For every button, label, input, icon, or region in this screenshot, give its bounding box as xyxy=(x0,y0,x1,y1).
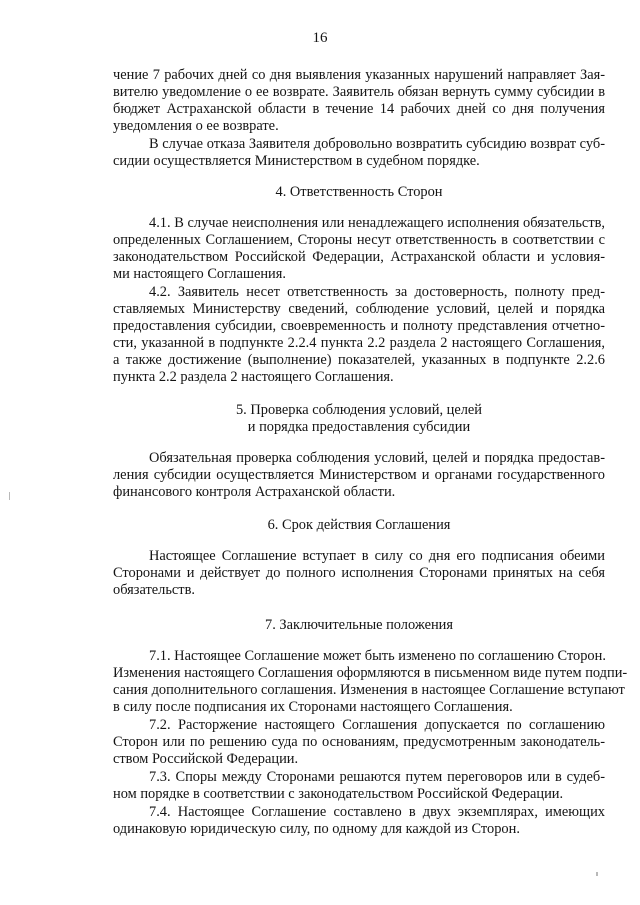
text-line: 7.4. Настоящее Соглашение составлено в двух экземплярах, имеющих xyxy=(149,804,605,820)
text-line: обязательств. xyxy=(113,582,195,598)
text-line: а также достижение (выполнение) показателей, указанных в подпункте 2.2.6 xyxy=(113,352,605,368)
section-heading: 5. Проверка соблюдения условий, целей xyxy=(235,402,482,418)
text-line: уведомления о ее возврате. xyxy=(113,118,279,134)
page-number: 16 xyxy=(312,30,328,46)
text-line: 4.2. Заявитель несет ответственность за достоверность, полноту пред- xyxy=(149,284,605,300)
text-line: Настоящее Соглашение вступает в силу со дня его подписания обеими xyxy=(149,548,605,564)
section-heading: 7. Заключительные положения xyxy=(265,617,453,633)
text-line: Сторонами и действует до полного исполнения Сторонами принятых на себя xyxy=(113,565,605,581)
text-line: ми настоящего Соглашения. xyxy=(113,266,286,282)
scan-mark xyxy=(596,872,598,876)
text-line: Изменения настоящего Соглашения оформляются в письменном виде путем подпи- xyxy=(113,665,628,681)
text-line: вителю уведомление о ее возврате. Заявитель обязан вернуть сумму субсидии в xyxy=(113,84,605,100)
text-line: 4.1. В случае неисполнения или ненадлежащего исполнения обязательств, xyxy=(149,215,605,231)
section-heading: и порядка предоставления субсидии xyxy=(247,419,471,435)
text-line: ления субсидии осуществляется Министерством и органами государственного xyxy=(113,467,605,483)
text-line: законодательством Российской Федерации, Астраханской области и условия- xyxy=(113,249,605,265)
text-line: определенных Соглашением, Стороны несут ответственность в соответствии с xyxy=(113,232,605,248)
text-line: Сторон или по решению суда по основаниям, предусмотренным законодатель- xyxy=(113,734,605,750)
text-line: ставляемых Министерству сведений, соблюдение условий, целей и порядка xyxy=(113,301,605,317)
text-line: Обязательная проверка соблюдения условий, целей и порядка предостав- xyxy=(149,450,605,466)
text-line: бюджет Астраханской области в течение 14 рабочих дней со дня получения xyxy=(113,101,605,117)
text-line: сти, указанной в подпункте 2.2.4 пункта 2.2 раздела 2 настоящего Соглашения, xyxy=(113,335,605,351)
text-line: 7.2. Расторжение настоящего Соглашения допускается по соглашению xyxy=(149,717,605,733)
text-line: в силу после подписания их Сторонами настоящего Соглашения. xyxy=(113,699,513,715)
section-heading: 6. Срок действия Соглашения xyxy=(267,517,451,533)
section-heading: 4. Ответственность Сторон xyxy=(275,184,443,200)
text-line: сидии осуществляется Министерством в судебном порядке. xyxy=(113,153,480,169)
text-line: предоставления субсидии, своевременность и полноту представления отчетно- xyxy=(113,318,605,334)
text-line: одинаковую юридическую силу, по одному для каждой из Сторон. xyxy=(113,821,520,837)
text-line: В случае отказа Заявителя добровольно возвратить субсидию возврат суб- xyxy=(149,136,605,152)
scan-mark xyxy=(9,492,10,500)
text-line: ством Российской Федерации. xyxy=(113,751,299,767)
text-line: 7.1. Настоящее Соглашение может быть изменено по соглашению Сторон. xyxy=(149,648,606,664)
text-line: финансового контроля Астраханской области. xyxy=(113,484,396,500)
text-line: ном порядке в соответствии с законодательством Российской Федерации. xyxy=(113,786,564,802)
text-line: чение 7 рабочих дней со дня выявления указанных нарушений направляет Зая- xyxy=(113,67,605,83)
text-line: сания дополнительного соглашения. Изменения в настоящее Соглашение вступают xyxy=(113,682,625,698)
text-line: 7.3. Споры между Сторонами решаются путем переговоров или в судеб- xyxy=(149,769,605,785)
text-line: пункта 2.2 раздела 2 настоящего Соглашения. xyxy=(113,369,394,385)
